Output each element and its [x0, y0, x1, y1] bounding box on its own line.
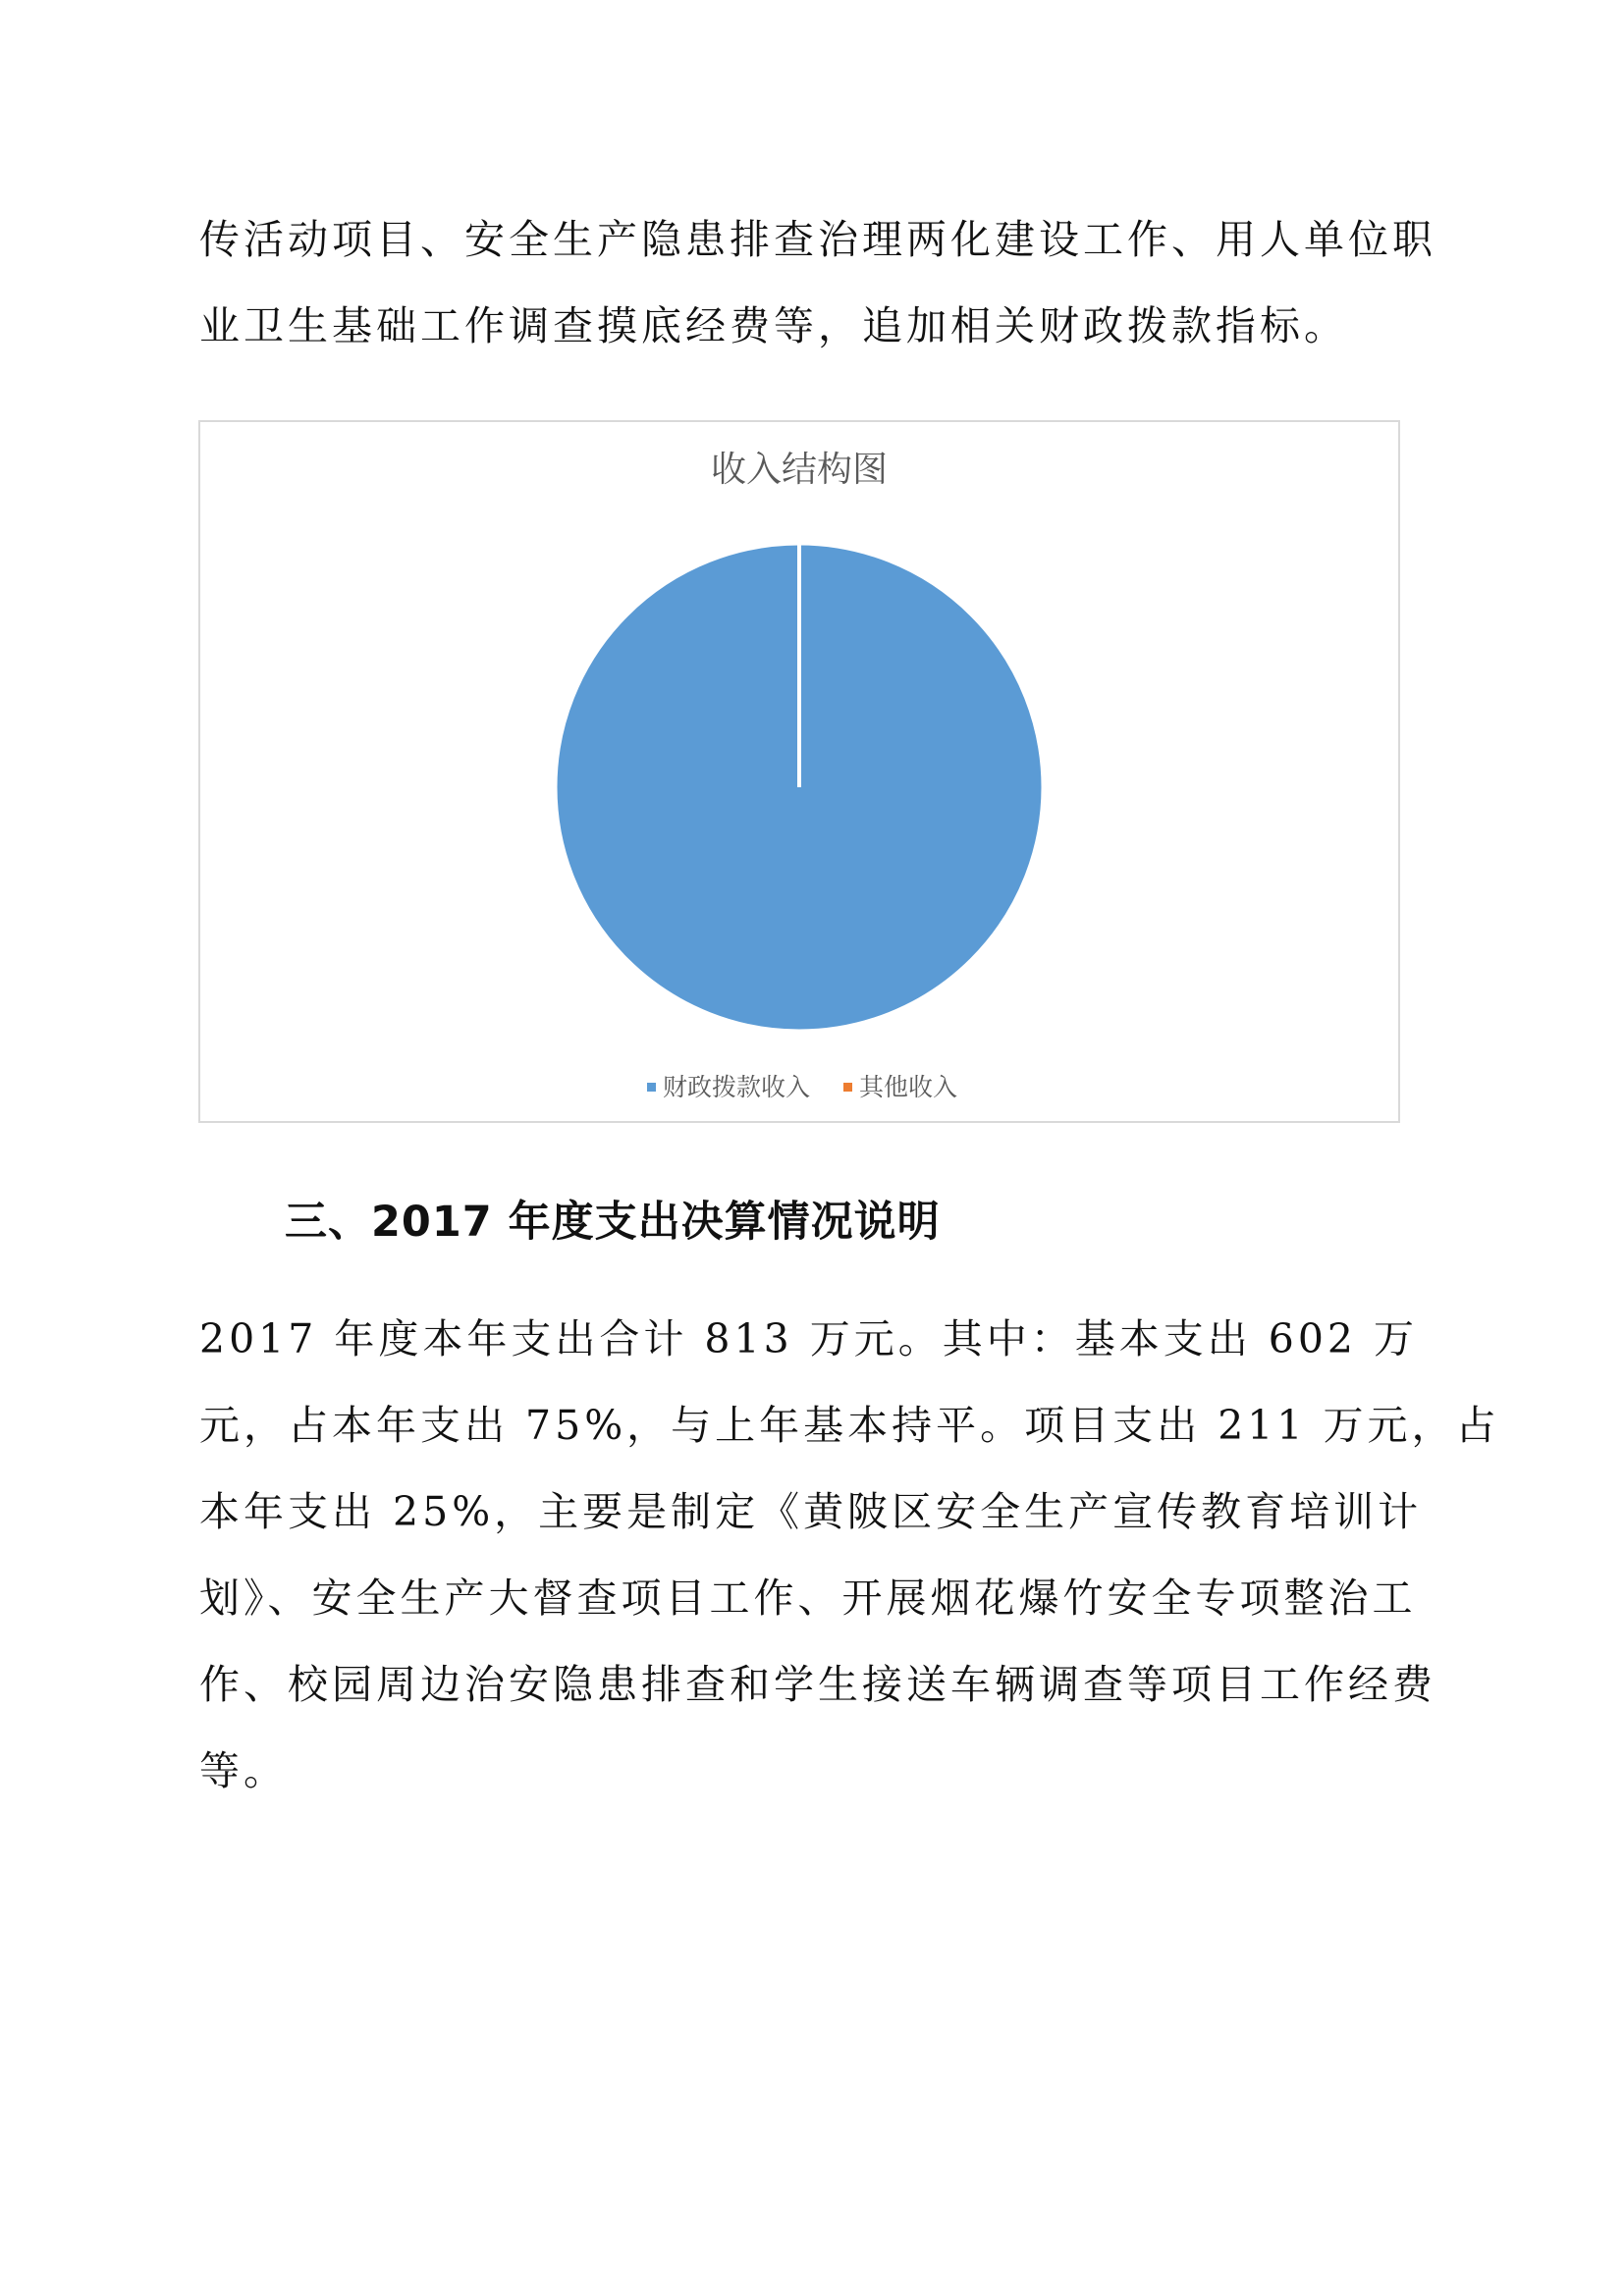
chart-legend: [647, 1073, 957, 1101]
pie-slices: [556, 544, 1043, 1031]
paragraph-line: 本年支出 25%，主要是制定《黄陂区安全生产宣传教育培训计: [199, 1488, 1423, 1535]
income-structure-chart: [198, 420, 1400, 1123]
chart-title: 收入结构图: [710, 450, 889, 490]
legend-label: 财政拨款收入: [663, 1073, 811, 1101]
legend-swatch: [843, 1083, 852, 1092]
paragraph-line: 业卫生基础工作调查摸底经费等，追加相关财政拨款指标。: [199, 302, 1348, 349]
paragraph-line: 作、校园周边治安隐患排查和学生接送车辆调查等项目工作经费: [199, 1661, 1436, 1708]
paragraph-line: 传活动项目、安全生产隐患排查治理两化建设工作、用人单位职: [199, 216, 1436, 263]
paragraph-line: 等。: [199, 1747, 288, 1794]
section-heading: 三、2017 年度支出决算情况说明: [285, 1198, 941, 1247]
pie-chart-svg: [200, 422, 1398, 1121]
expenditure-paragraph: [199, 1296, 1500, 1814]
paragraph-line: 元，占本年支出 75%，与上年基本持平。项目支出 211 万元，占: [199, 1402, 1500, 1449]
intro-paragraph: [199, 196, 1438, 369]
legend-label: 其他收入: [859, 1073, 958, 1101]
paragraph-line: 2017 年度本年支出合计 813 万元。其中：基本支出 602 万: [199, 1315, 1419, 1362]
paragraph-line: 划》、安全生产大督查项目工作、开展烟花爆竹安全专项整治工: [199, 1575, 1417, 1622]
legend-swatch: [647, 1083, 656, 1092]
